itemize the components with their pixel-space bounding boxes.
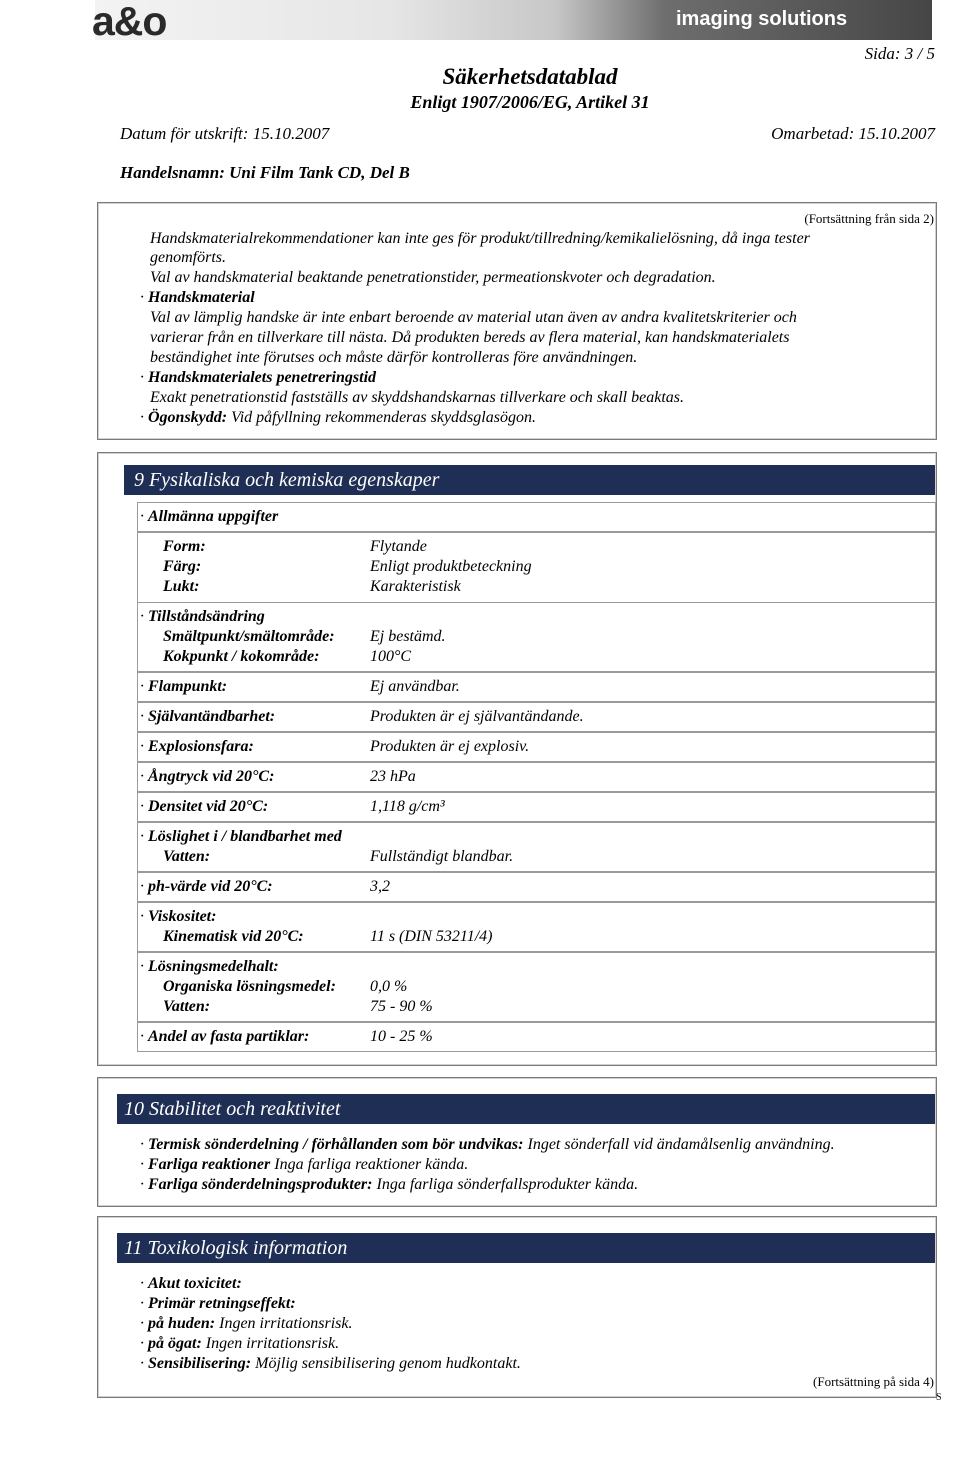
- acute-row: · Akut toxicitet:: [140, 1275, 242, 1292]
- section9-title: 9 Fysikaliska och kemiska egenskaper: [124, 465, 935, 495]
- general-heading: · Allmänna uppgifter: [140, 508, 279, 525]
- eye-protection-value: Vid påfyllning rekommenderas skyddsglasögon.: [231, 409, 536, 426]
- organic-row: Organiska lösningsmedel: 0,0 %: [163, 978, 408, 995]
- glove-material-heading: · Handskmaterial: [140, 289, 255, 306]
- primary-row: · Primär retningseffekt:: [140, 1295, 296, 1312]
- penetration-label: Handskmaterialets penetreringstid: [148, 369, 377, 386]
- explosion-row: · Explosionsfara: Produkten är ej explosiv.: [140, 738, 530, 755]
- document-title: Säkerhetsdatablad: [442, 64, 618, 89]
- viscosity-heading: · Viskositet:: [140, 908, 217, 925]
- flash-row: · Flampunkt: Ej användbar.: [140, 678, 460, 695]
- solids-row: · Andel av fasta partiklar: 10 - 25 %: [140, 1028, 433, 1045]
- glove-recommendation-line1: Handskmaterialrekommendationer kan inte ges för produkt/tillredning/kemikalielösning, då inga tester: [150, 230, 810, 247]
- state-change-heading: · Tillståndsändring: [140, 608, 265, 625]
- decomp-row: · Farliga sönderdelningsprodukter: Inga farliga sönderfallsprodukter kända.: [140, 1176, 639, 1193]
- glove-material-text2: varierar från en tillverkare till nästa. Då produkten bereds av flera material, kan handskmaterialets: [150, 329, 790, 346]
- glove-selection-text: Val av handskmaterial beaktande penetrationstider, permeationskvoter och degradation.: [150, 269, 716, 286]
- eye-protection: · Ögonskydd: Vid påfyllning rekommenderas skyddsglasögon.: [140, 409, 536, 426]
- form-row: Form: Flytande: [163, 538, 427, 555]
- selfign-row: · Självantändbarhet: Produkten är ej självantändande.: [140, 708, 584, 725]
- penetration-heading: · Handskmaterialets penetreringstid: [140, 369, 377, 386]
- glove-material-label: Handskmaterial: [148, 289, 255, 306]
- glove-material-text3: beständighet inte förutses och måste därför kontrolleras före användningen.: [150, 349, 638, 366]
- company-logo: a&o: [92, 0, 167, 44]
- document-subtitle: Enligt 1907/2006/EG, Artikel 31: [410, 92, 650, 112]
- thermal-row: · Termisk sönderdelning / förhållanden som bör undvikas: Inget sönderfall vid ändamålsenlig användning.: [140, 1136, 835, 1153]
- revision-date: Omarbetad: 15.10.2007: [771, 124, 935, 143]
- boiling-row: Kokpunkt / kokområde: 100°C: [163, 648, 412, 665]
- density-row: · Densitet vid 20°C: 1,118 g/cm³: [140, 798, 445, 815]
- section11-title: 11 Toxikologisk information: [117, 1233, 935, 1263]
- footer-mark: S: [936, 1392, 942, 1403]
- glove-material-text1: Val av lämplig handske är inte enbart beroende av material utan även av andra kvalitetskriterier och: [150, 309, 797, 326]
- ph-row: · ph-värde vid 20°C: 3,2: [140, 878, 390, 895]
- section10-title: 10 Stabilitet och reaktivitet: [117, 1094, 935, 1124]
- melting-row: Smältpunkt/smältområde: Ej bestämd.: [163, 628, 446, 645]
- water2-row: Vatten: 75 - 90 %: [163, 998, 433, 1015]
- solubility-heading: · Löslighet i / blandbarhet med: [140, 828, 342, 845]
- color-row: Färg: Enligt produktbeteckning: [163, 558, 532, 575]
- eye-row: · på ögat: Ingen irritationsrisk.: [140, 1335, 340, 1352]
- reactions-row: · Farliga reaktioner Inga farliga reaktioner kända.: [140, 1156, 469, 1173]
- print-date: Datum för utskrift: 15.10.2007: [120, 124, 330, 143]
- solvent-heading: · Lösningsmedelhalt:: [140, 958, 279, 975]
- eye-protection-label: Ögonskydd:: [148, 409, 228, 426]
- water-row: Vatten: Fullständigt blandbar.: [163, 848, 514, 865]
- trade-name: Handelsnamn: Uni Film Tank CD, Del B: [120, 163, 410, 182]
- kinematic-row: Kinematisk vid 20°C: 11 s (DIN 53211/4): [163, 928, 493, 945]
- company-tagline: imaging solutions: [676, 8, 848, 30]
- page-number: Sida: 3 / 5: [864, 44, 935, 63]
- sensitization-row: · Sensibilisering: Möjlig sensibilisering genom hudkontakt.: [140, 1355, 521, 1372]
- penetration-text: Exakt penetrationstid fastställs av skyddshandskarnas tillverkare och skall beaktas.: [150, 389, 684, 406]
- continued-on: (Fortsättning på sida 4): [813, 1374, 934, 1389]
- glove-recommendation-line2: genomförts.: [150, 249, 226, 266]
- continued-from: (Fortsättning från sida 2): [804, 211, 934, 226]
- odor-row: Lukt: Karakteristisk: [163, 578, 461, 595]
- skin-row: · på huden: Ingen irritationsrisk.: [140, 1315, 353, 1332]
- vapor-row: · Ångtryck vid 20°C: 23 hPa: [140, 768, 416, 785]
